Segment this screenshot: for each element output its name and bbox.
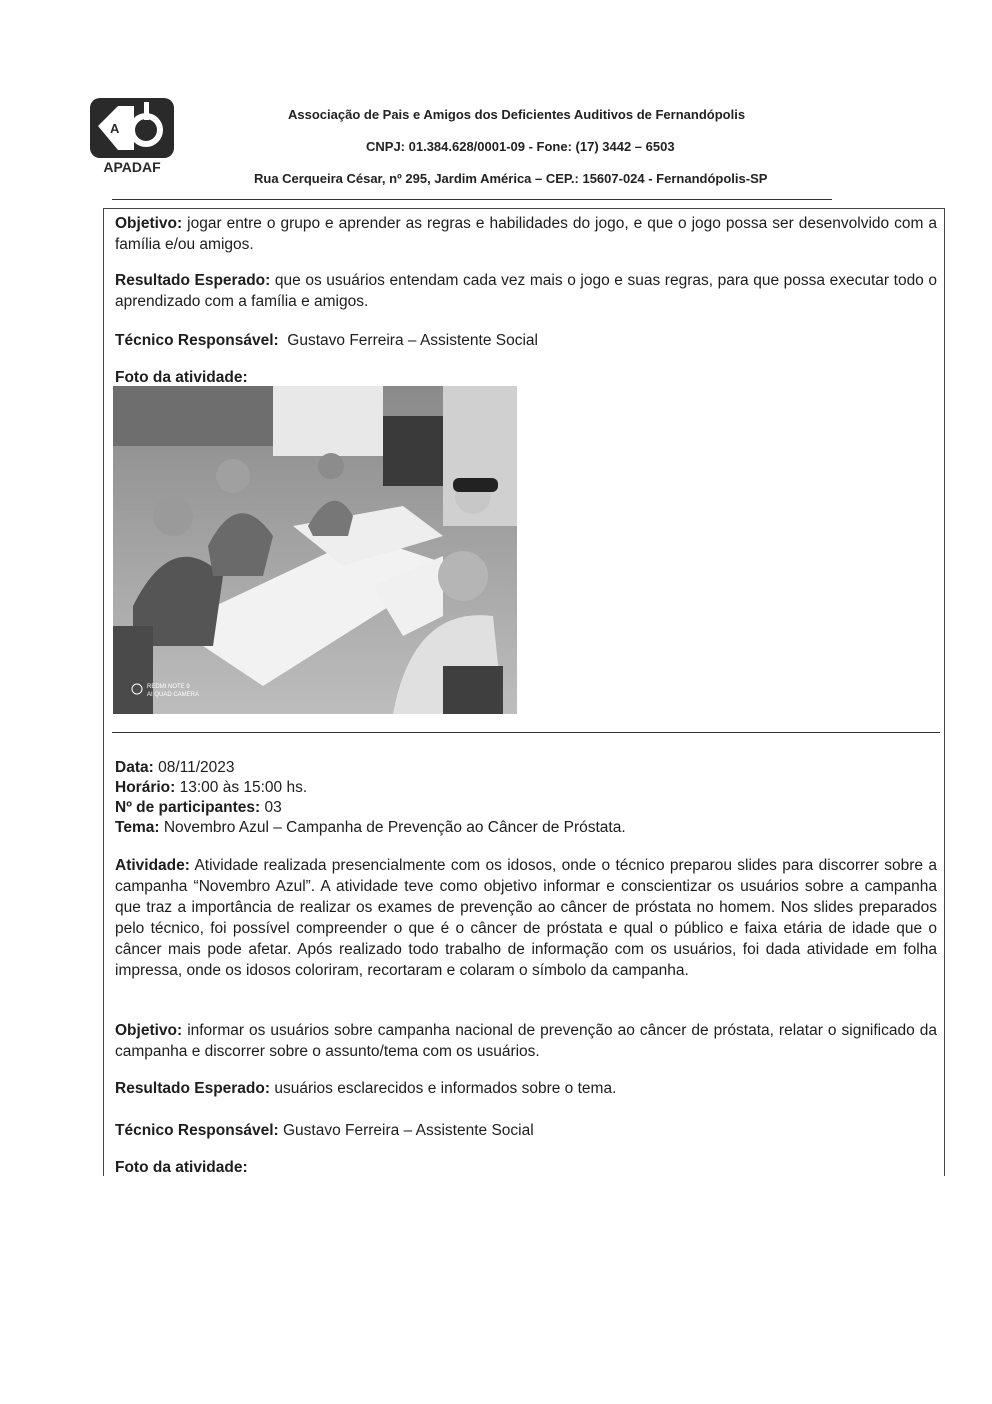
photo-label-2: Foto da atividade: — [115, 1159, 248, 1176]
objective-label: Objetivo: — [115, 215, 183, 232]
frame-top-border — [103, 208, 945, 209]
expected-result-label-2: Resultado Esperado: — [115, 1080, 271, 1097]
time-value: 13:00 às 15:00 hs. — [179, 779, 308, 796]
participants-label: Nº de participantes: — [115, 799, 261, 816]
objective-label-2: Objetivo: — [115, 1022, 183, 1039]
activity-paragraph — [115, 855, 937, 981]
objective-paragraph-2 — [115, 1020, 937, 1062]
objective-text: jogar entre o grupo e aprender as regras e habilidades do jogo, e que o jogo possa ser desenvolvido com a família e/ou amigos. — [115, 215, 937, 253]
theme-value: Novembro Azul – Campanha de Prevenção ao Câncer de Próstata. — [163, 819, 626, 836]
participants-value: 03 — [264, 799, 282, 816]
objective-text-2: informar os usuários sobre campanha nacional de prevenção ao câncer de próstata, relatar o significado da campanha e discorrer sobre o assunto/tema com os usuários. — [115, 1022, 937, 1060]
date-value: 08/11/2023 — [158, 759, 235, 776]
expected-result-text: que os usuários entendam cada vez mais o jogo e suas regras, para que possa executar todo o aprendizado com a família e amigos. — [115, 272, 938, 310]
frame-left-border — [103, 208, 104, 1176]
photo-watermark-1: REDMI NOTE 9 — [147, 684, 190, 690]
logo-text: APADAF — [103, 159, 161, 175]
svg-text:A: A — [110, 121, 120, 136]
time-label: Horário: — [115, 779, 176, 796]
technician-line-1 — [115, 330, 538, 351]
org-address: Rua Cerqueira César, nº 295, Jardim América – CEP.: 15607-024 - Fernandópolis-SP — [254, 171, 768, 186]
expected-result-paragraph-1 — [115, 270, 937, 312]
header-divider — [112, 199, 832, 200]
activity-photo — [113, 386, 517, 714]
technician-name: Gustavo Ferreira – Assistente Social — [287, 332, 538, 349]
photo-label: Foto da atividade: — [115, 369, 248, 386]
photo-caption-2 — [115, 1157, 248, 1178]
section-divider — [112, 732, 940, 733]
expected-result-text-2: usuários esclarecidos e informados sobre o tema. — [274, 1080, 617, 1097]
photo-caption-1 — [115, 367, 248, 388]
theme-label: Tema: — [115, 819, 160, 836]
photo-watermark-2: AI QUAD CAMERA — [147, 692, 200, 698]
expected-result-line-2 — [115, 1078, 616, 1099]
org-name: Associação de Pais e Amigos dos Deficientes Auditivos de Fernandópolis — [288, 107, 746, 122]
date-label: Data: — [115, 759, 154, 776]
org-contact: CNPJ: 01.384.628/0001-09 - Fone: (17) 3442 – 6503 — [366, 139, 675, 154]
expected-result-label: Resultado Esperado: — [115, 272, 271, 289]
activity-text: Atividade realizada presencialmente com os idosos, onde o técnico preparou slides para discorrer sobre a campanha “Novembro Azul”. A atividade teve como objetivo informar e conscientizar os usuários sobre a campanha que traz a importância de realizar os exames de prevenção ao câncer de próstata no homem. Nos slides preparados pelo técnico, foi possível compreender o que é o câncer de próstata e qual o público e faixa etária de idade que o câncer mais pode afetar. Após realizado todo trabalho de informação com os usuários, foi dada atividade em folha impressa, onde os idosos coloriram, recortaram e colaram o símbolo da campanha. — [115, 857, 938, 979]
date-line — [115, 757, 235, 778]
technician-label-2: Técnico Responsável: — [115, 1122, 279, 1139]
activity-label: Atividade: — [115, 857, 190, 874]
frame-right-border — [944, 208, 945, 1176]
technician-name-2: Gustavo Ferreira – Assistente Social — [282, 1122, 534, 1139]
objective-paragraph-1 — [115, 213, 937, 255]
theme-line — [115, 817, 626, 838]
technician-line-2 — [115, 1120, 534, 1141]
participants-line — [115, 797, 282, 818]
technician-label: Técnico Responsável: — [115, 332, 279, 349]
time-line — [115, 777, 307, 798]
apadaf-logo — [88, 96, 178, 176]
